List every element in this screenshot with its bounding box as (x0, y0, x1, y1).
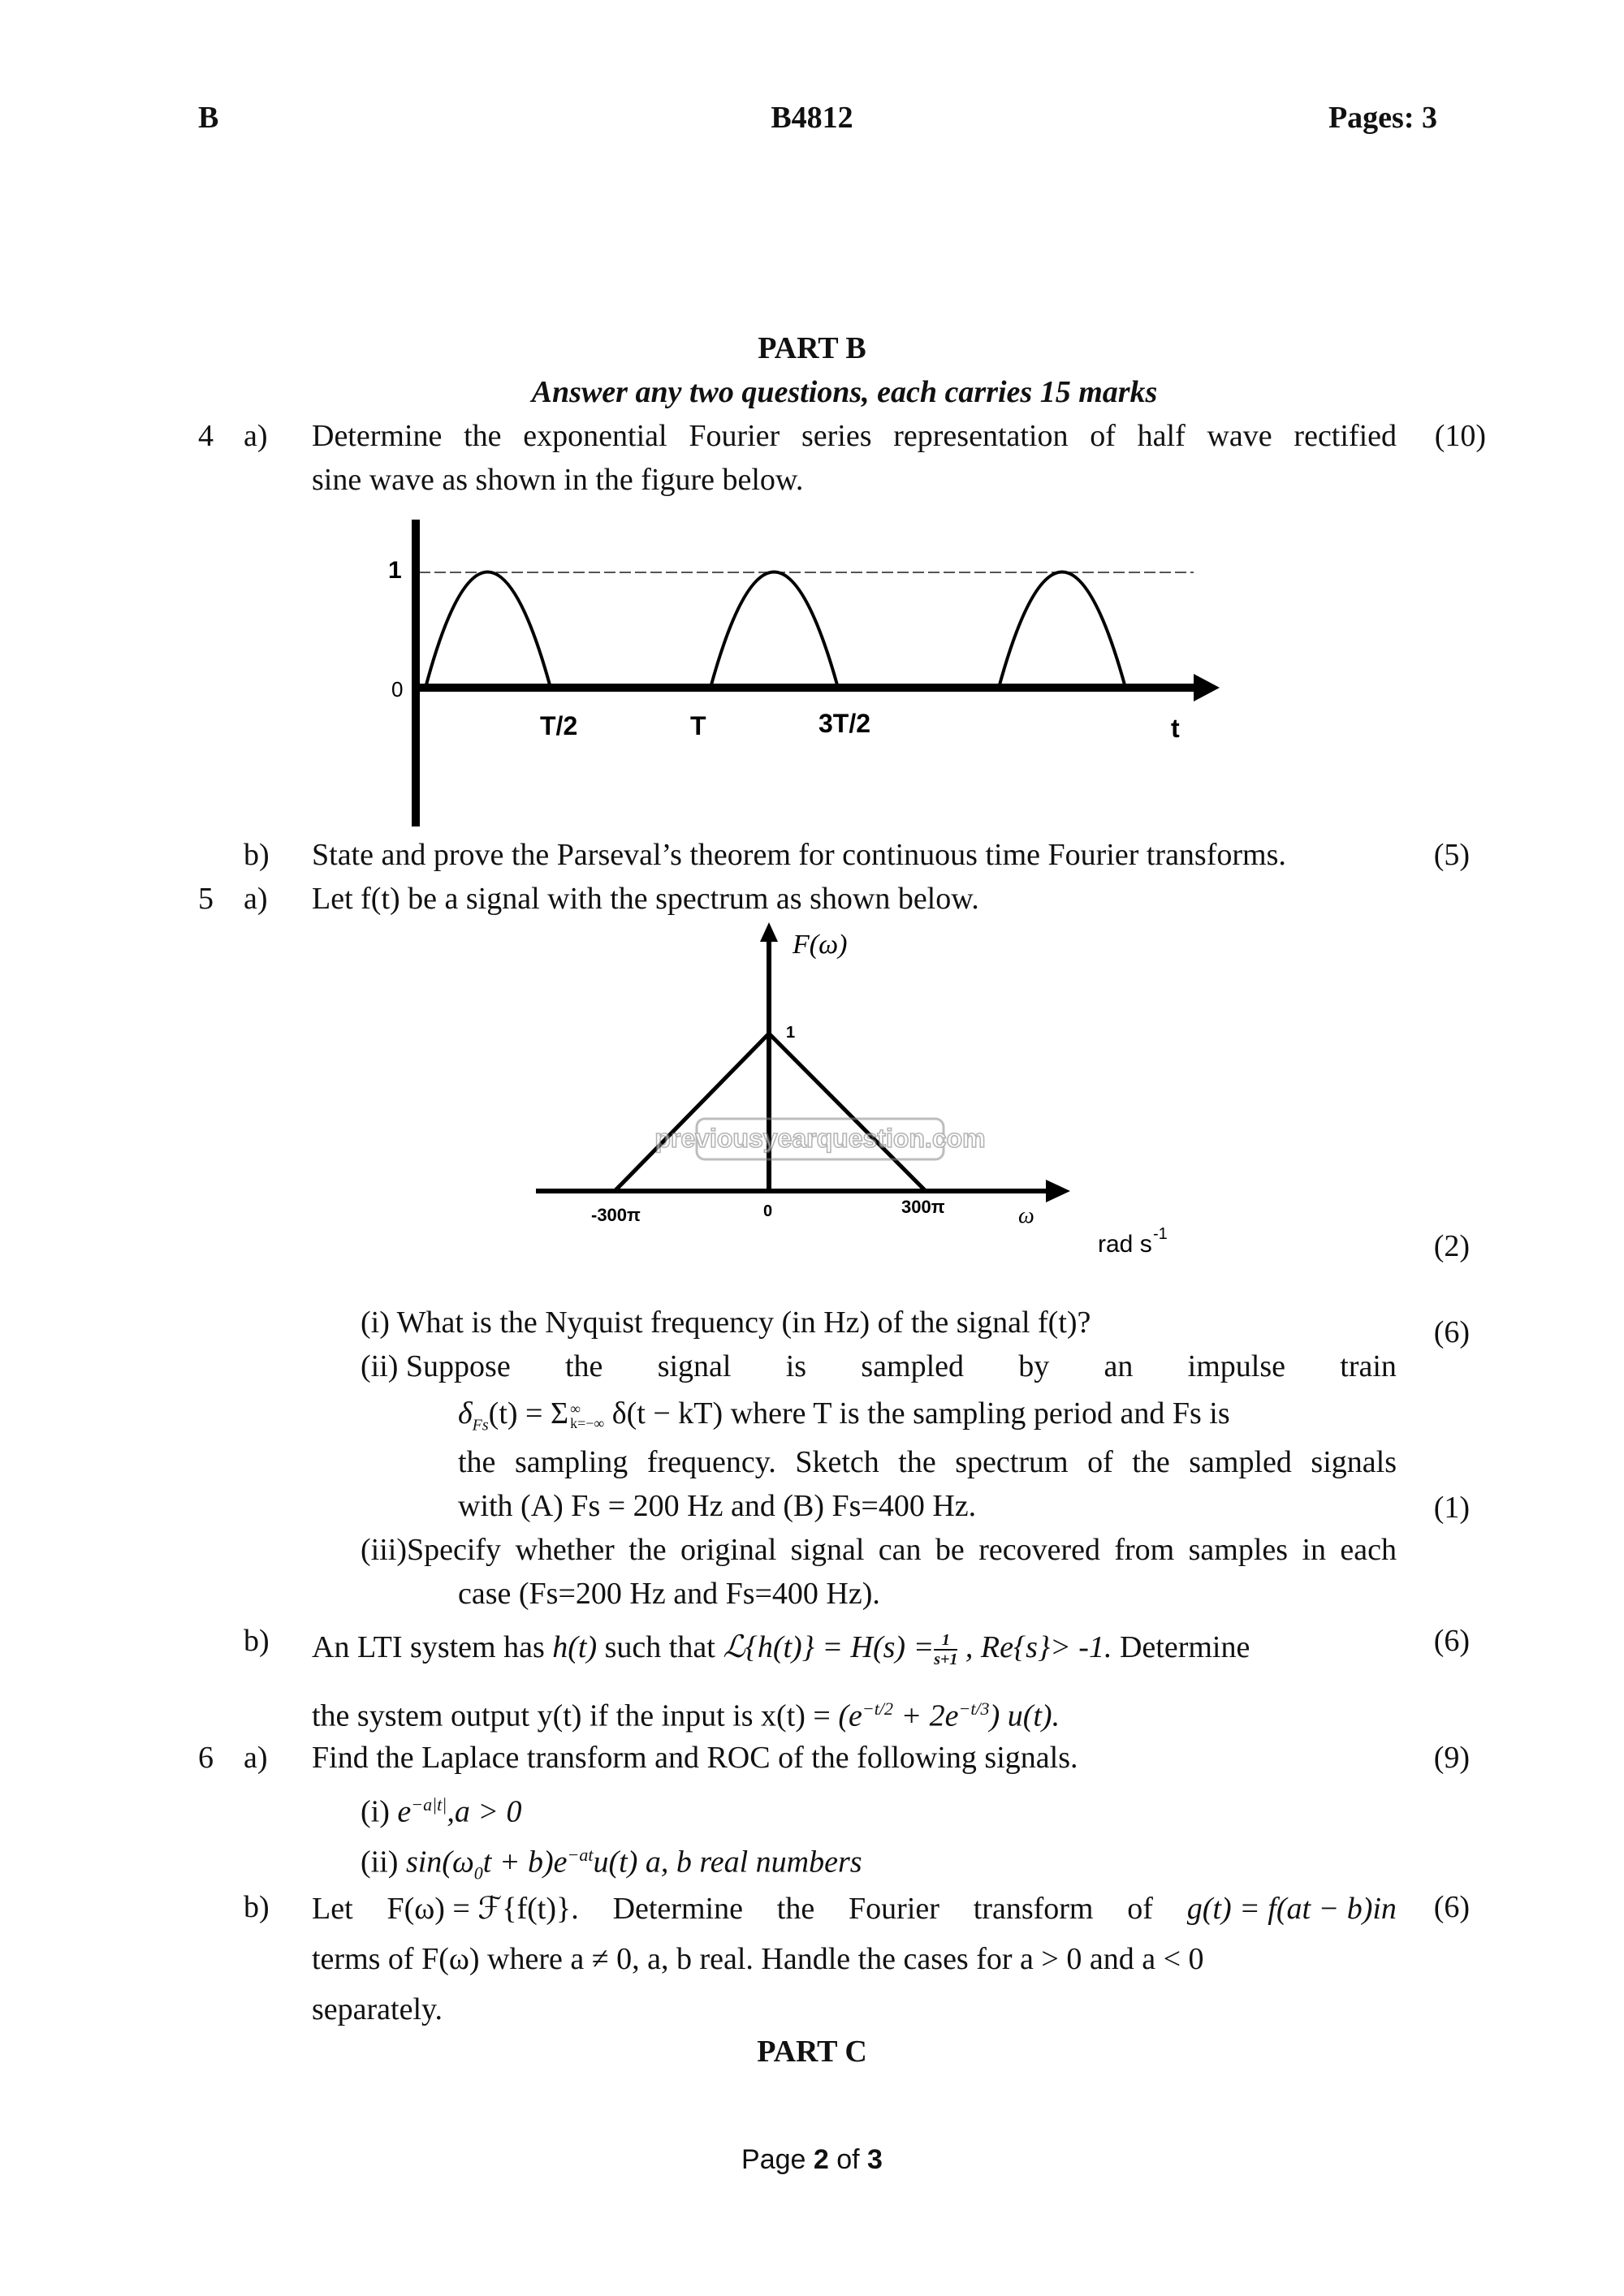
y-tick-one: 1 (388, 557, 402, 584)
half-wave-figure (357, 511, 1234, 828)
x-axis-label-t: t (1171, 714, 1180, 743)
word: g(t) = f(at − b)in (1186, 1892, 1397, 1926)
q6b-label: b) (244, 1890, 270, 1924)
q6a-ii-tail: u(t) a, b real numbers (593, 1845, 862, 1880)
q5b-determine: Determine (1112, 1630, 1250, 1664)
q5a-ii-line1 (361, 1348, 1397, 1385)
tick-300pi: 300π (901, 1197, 945, 1217)
q6a-text: Find the Laplace transform and ROC of the following signals. (312, 1741, 1078, 1775)
q4b-label: b) (244, 838, 270, 872)
q5b-ht: h(t) (552, 1630, 598, 1664)
x-tick-t: T (690, 711, 706, 740)
half-wave-arch-2 (710, 572, 838, 688)
formula-main: (t) = Σ (488, 1396, 569, 1431)
q5-number: 5 (198, 882, 214, 916)
q5b-plus: + 2e (892, 1698, 959, 1733)
q5b-line2-text: the system output y(t) if the input is x(t) = (312, 1698, 839, 1733)
fraction-numerator: 1 (934, 1631, 957, 1651)
q4b-text: State and prove the Parseval’s theorem for continuous time Fourier transforms. (312, 838, 1286, 872)
q6a-i (361, 1786, 521, 1831)
q6a-ii-exp: −at (567, 1845, 594, 1865)
q5a-marks-6: (6) (1433, 1315, 1470, 1349)
sum-upper-limit: ∞ (570, 1400, 581, 1418)
footer-pre: Page (741, 2144, 814, 2175)
word: Determine (612, 1892, 743, 1926)
footer-of: of (828, 2144, 868, 2175)
formula-words: where T is the sampling period and Fs is (723, 1396, 1230, 1431)
q6a-ii-sub: 0 (473, 1862, 483, 1884)
word: of (1127, 1892, 1153, 1926)
footer-total-pages: 3 (867, 2144, 883, 2175)
q6a-ii-sin: sin(ω (405, 1845, 474, 1880)
q5a-text: Let f(t) be a signal with the spectrum as shown below. (312, 882, 979, 916)
page-count: Pages: 3 (1328, 101, 1437, 135)
part-b-instruction: Answer any two questions, each carries 15 marks (531, 375, 1158, 409)
q5b-exp1: −t/2 (862, 1698, 893, 1719)
q5b-label: b) (244, 1624, 270, 1658)
x-axis-arrow (1194, 674, 1220, 701)
q6a-ii (361, 1836, 862, 1892)
word: F(ω) = ℱ{f(t)}. (387, 1892, 579, 1926)
q6b-line3: separately. (312, 1992, 443, 2026)
q5a-ii-line4: with (A) Fs = 200 Hz and (B) Fs=400 Hz. (458, 1489, 977, 1523)
sum-lower-limit: k=−∞ (570, 1415, 605, 1432)
q6a-i-label: (i) (361, 1794, 398, 1829)
word: Fourier (849, 1892, 939, 1926)
q5b-roc: , Re{s}> -1. (957, 1630, 1112, 1664)
word: an (1104, 1349, 1134, 1383)
q5b-fraction (934, 1631, 957, 1668)
word: is (785, 1349, 807, 1383)
q5a-marks-2: (2) (1433, 1229, 1470, 1263)
word: sampled (861, 1349, 964, 1383)
half-wave-arch-3 (999, 572, 1125, 688)
q6b-marks: (6) (1433, 1890, 1470, 1924)
sum-limits (570, 1401, 604, 1431)
q4a-marks: (10) (1434, 419, 1486, 453)
q5a-i-text: (i) What is the Nyquist frequency (in Hz) of the signal f(t)? (361, 1306, 1091, 1340)
q5b-exp2: −t/3 (958, 1698, 990, 1719)
half-wave-arch-1 (425, 572, 551, 688)
q5a-label: a) (244, 882, 268, 916)
x-tick-three-half-t: 3T/2 (818, 709, 871, 738)
omega-axis-arrow (1046, 1180, 1070, 1202)
word: by (1018, 1349, 1050, 1383)
spectrum-peak-label: 1 (786, 1024, 796, 1042)
word: train (1340, 1349, 1397, 1383)
q5b-input-tail: ) u(t). (989, 1698, 1060, 1733)
q6a-label: a) (244, 1741, 268, 1775)
q6a-ii-label: (ii) (361, 1845, 406, 1880)
word: (ii) Suppose (361, 1349, 511, 1383)
paper-code: B4812 (771, 101, 853, 135)
q4a-label: a) (244, 419, 268, 453)
q5a-ii-formula-line (458, 1395, 1230, 1444)
q6a-marks: (9) (1433, 1741, 1470, 1775)
q5b-marks: (6) (1433, 1624, 1470, 1658)
q6b-line2: terms of F(ω) where a ≠ 0, a, b real. Handle the cases for a > 0 and a < 0 (312, 1942, 1204, 1976)
q5a-ii-line3: the sampling frequency. Sketch the spectrum of the sampled signals (458, 1445, 1397, 1479)
q5a-iii-line1: (iii)Specify whether the original signal can be recovered from samples in each (361, 1533, 1397, 1567)
q6a-i-exp: −a|t| (411, 1794, 447, 1815)
q4a-text-line2: sine wave as shown in the figure below. (312, 463, 804, 497)
q6b-line1 (312, 1890, 1397, 1927)
formula-tail: δ(t − kT) (604, 1396, 723, 1431)
delta-symbol: δ (458, 1396, 473, 1431)
x-tick-half-t: T/2 (540, 711, 578, 740)
word: Let (312, 1892, 353, 1926)
spectrum-left-edge (615, 1034, 769, 1191)
q4-number: 4 (198, 419, 214, 453)
word: signal (657, 1349, 732, 1383)
q4b-marks: (5) (1433, 838, 1470, 872)
part-b-title: PART B (758, 331, 866, 365)
y-tick-zero: 0 (391, 677, 404, 701)
unit-exponent: -1 (1153, 1225, 1168, 1243)
watermark-text: previousyearquestion.com (654, 1124, 986, 1153)
header-left: B (198, 101, 219, 135)
q5b-line2 (312, 1690, 1060, 1735)
word: impulse (1187, 1349, 1285, 1383)
q6a-i-cond: ,a > 0 (447, 1794, 522, 1829)
spectrum-y-label: F(ω) (793, 930, 848, 960)
spectrum-figure (528, 917, 1202, 1275)
word: transform (973, 1892, 1094, 1926)
page-footer (650, 2143, 974, 2176)
q5a-iii-line2: case (Fs=200 Hz and Fs=400 Hz). (458, 1577, 880, 1611)
unit-label: rad s (1098, 1231, 1152, 1258)
q6-number: 6 (198, 1741, 214, 1775)
part-c-title: PART C (757, 2035, 867, 2069)
q6a-ii-rest: t + b)e (482, 1845, 568, 1880)
omega-label: ω (1018, 1203, 1034, 1228)
q5b-text-pre: An LTI system has (312, 1630, 553, 1664)
q6a-i-e: e (397, 1794, 412, 1829)
q5b-input-open: (e (838, 1698, 862, 1733)
q5b-laplace: ℒ{h(t)} = H(s) = (723, 1630, 935, 1664)
word: the (776, 1892, 815, 1926)
fraction-denominator: s+1 (934, 1651, 958, 1669)
q5b-line1 (312, 1629, 1250, 1668)
spectrum-right-edge (769, 1034, 926, 1191)
q5a-marks-1: (1) (1433, 1491, 1470, 1525)
watermark (654, 1119, 985, 1159)
footer-page-number: 2 (813, 2144, 829, 2175)
delta-subscript: Fs (472, 1416, 489, 1435)
q5b-text-mid: such that (597, 1630, 723, 1664)
q4a-text-line1: Determine the exponential Fourier series representation of half wave rectified (312, 419, 1397, 453)
tick-zero: 0 (763, 1202, 773, 1220)
tick-neg-300pi: -300π (591, 1205, 641, 1225)
f-axis-arrow (760, 922, 778, 942)
word: the (564, 1349, 603, 1383)
